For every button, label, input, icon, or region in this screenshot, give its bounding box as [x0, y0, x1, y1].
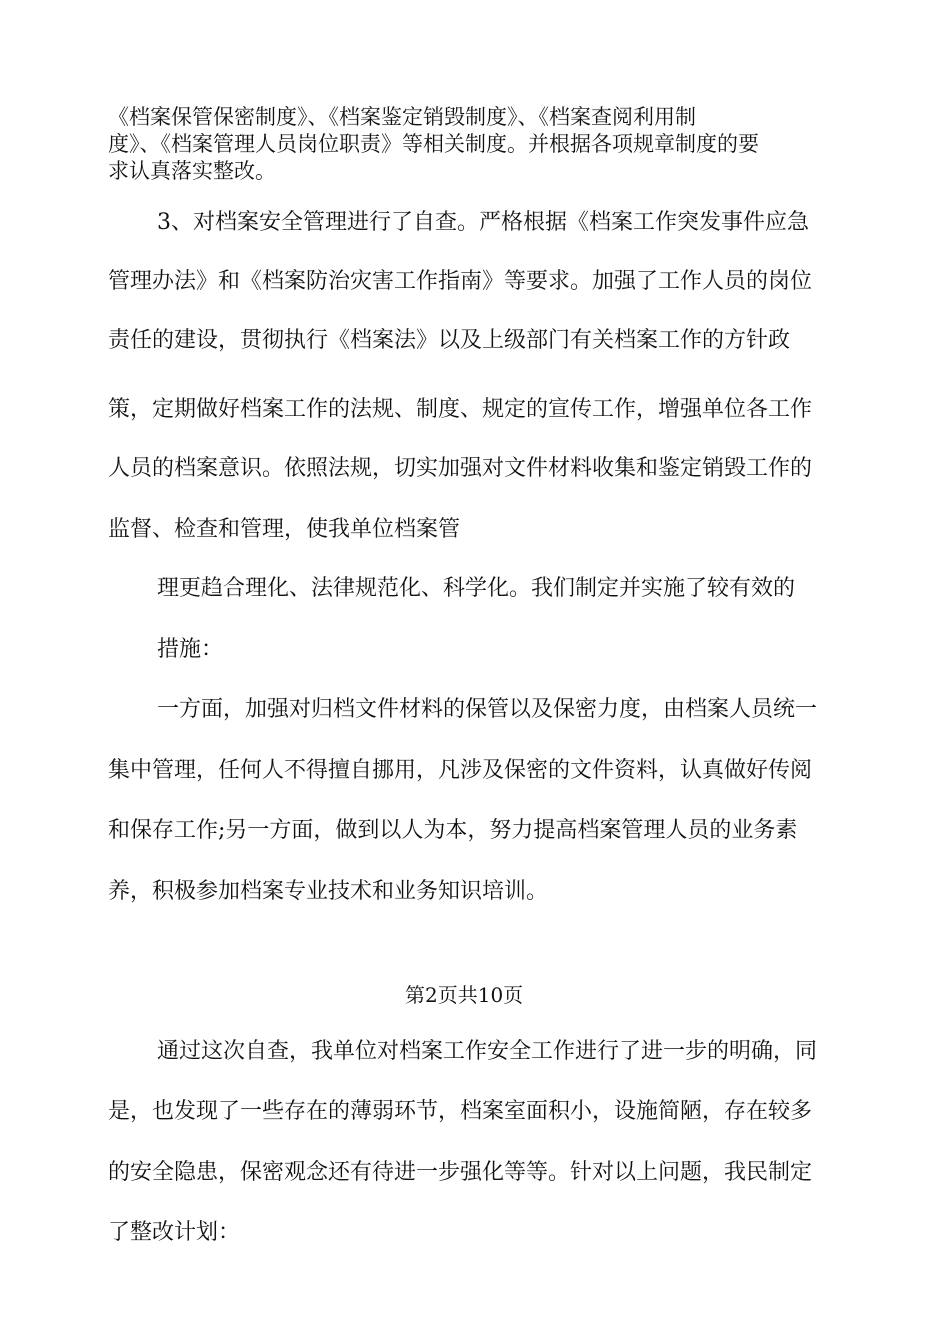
closing-line-3: 的安全隐患，保密观念还有待进一步强化等等。针对以上问题，我民制定: [108, 1160, 813, 1185]
section3-line-2: 管理办法》和《档案防治灾害工作指南》等要求。加强了工作人员的岗位: [108, 269, 813, 294]
closing-line-4: 了整改计划：: [108, 1220, 241, 1245]
measures-line-4: 养，积极参加档案专业技术和业务知识培训。: [108, 879, 549, 904]
section3-line-6: 监督、检查和管理，使我单位档案管: [108, 517, 461, 542]
section3-line-3: 责任的建设，贯彻执行《档案法》以及上级部门有关档案工作的方针政: [108, 328, 791, 353]
section3-line-1: 3、对档案安全管理进行了自查。严格根据《档案工作突发事件应急: [157, 210, 809, 235]
measures-line-3: 和保存工作;另一方面，做到以人为本，努力提高档案管理人员的业务素: [108, 818, 798, 843]
measures-line-1: 一方面，加强对归档文件材料的保管以及保密力度，由档案人员统一: [157, 697, 818, 722]
measures-line-2: 集中管理，任何人不得擅自挪用，凡涉及保密的文件资料，认真做好传阅: [108, 758, 813, 783]
intro-line-2: 度》、《档案管理人员岗位职责》等相关制度。并根据各项规章制度的要: [108, 132, 759, 156]
page-footer: 第2页共10页: [405, 983, 524, 1007]
closing-line-1: 通过这次自查，我单位对档案工作安全工作进行了进一步的明确，同: [157, 1039, 818, 1064]
section3-line-4: 策，定期做好档案工作的法规、制度、规定的宣传工作，增强单位各工作: [108, 397, 813, 422]
measures-label: 措施：: [157, 637, 224, 662]
closing-line-2: 是，也发现了一些存在的薄弱环节，档案室面积小，设施简陋，存在较多: [108, 1099, 813, 1124]
continued-line: 理更趋合理化、法律规范化、科学化。我们制定并实施了较有效的: [157, 576, 796, 601]
intro-line-3: 求认真落实整改。: [108, 159, 276, 183]
intro-line-1: 《档案保管保密制度》、《档案鉴定销毁制度》、《档案查阅利用制: [108, 105, 696, 129]
section3-line-5: 人员的档案意识。依照法规，切实加强对文件材料收集和鉴定销毁工作的: [108, 456, 813, 481]
